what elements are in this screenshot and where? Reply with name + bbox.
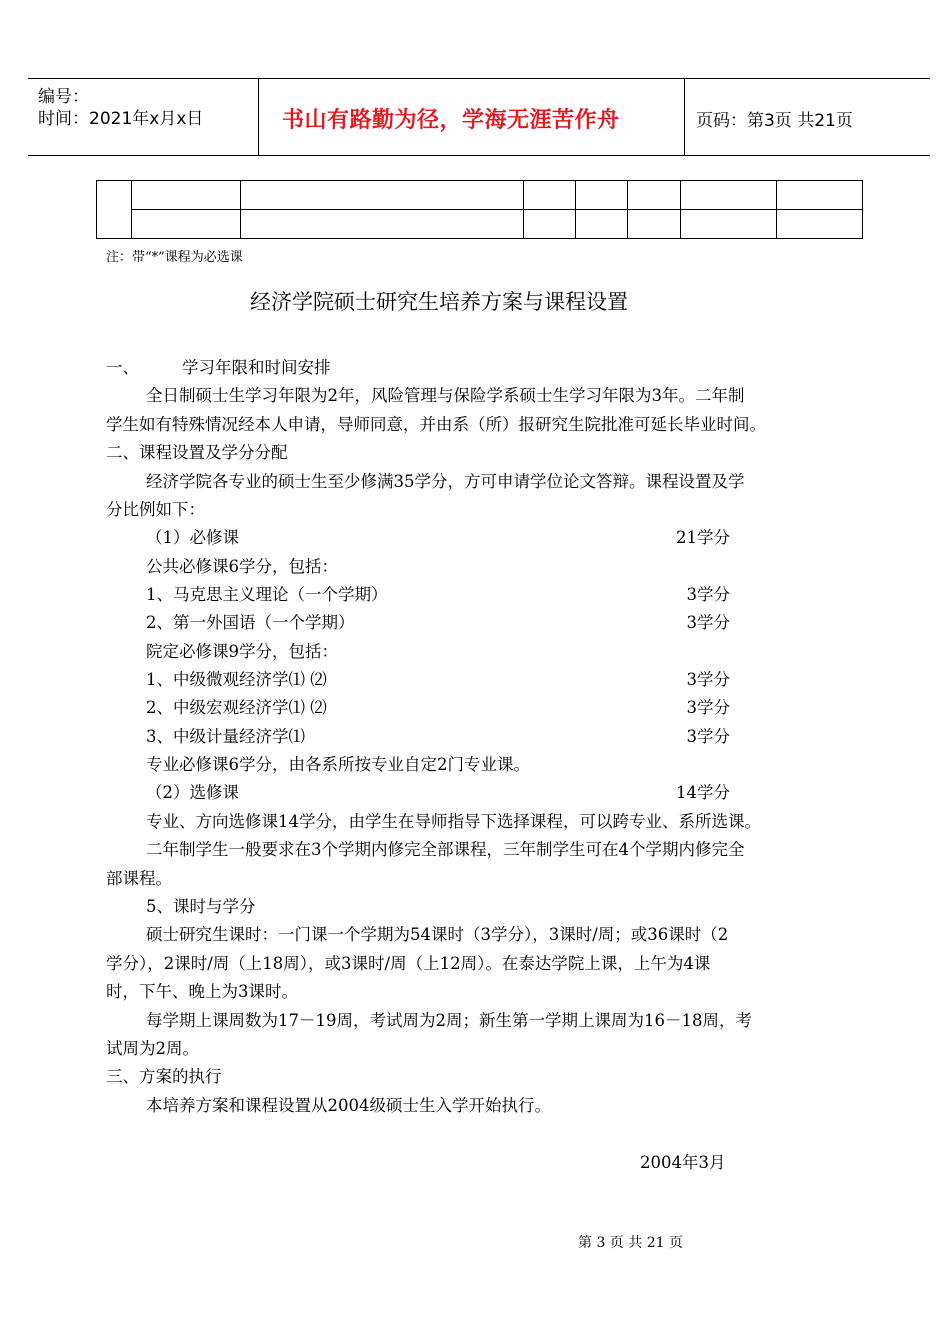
section-5-heading: 5、课时与学分 <box>146 897 256 916</box>
elective-courses-credit: 14学分 <box>676 783 730 802</box>
paragraph-line: 试周为2周。 <box>106 1039 199 1058</box>
paragraph-line: 分比例如下： <box>106 500 205 519</box>
required-courses-credit: 21学分 <box>676 528 730 547</box>
section-3-heading: 三、方案的执行 <box>106 1067 222 1086</box>
course-credit: 3学分 <box>686 670 730 689</box>
header-top-rule <box>28 78 930 79</box>
table-cell <box>132 181 241 210</box>
header-divider-right <box>684 78 685 155</box>
paragraph-line: 时，下午、晚上为3课时。 <box>106 982 298 1001</box>
course-credit: 3学分 <box>686 698 730 717</box>
paragraph-line: 本培养方案和课程设置从2004级硕士生入学开始执行。 <box>146 1096 551 1115</box>
table-cell <box>132 210 241 239</box>
table-cell <box>681 181 777 210</box>
table-cell <box>681 210 777 239</box>
table-cell <box>524 210 576 239</box>
course-item: 1、马克思主义理论（一个学期） <box>146 585 388 604</box>
header-bottom-rule <box>28 155 930 156</box>
paragraph-line: 全日制硕士生学习年限为2年，风险管理与保险学系硕士生学习年限为3年。二年制 <box>146 386 745 405</box>
section-2-heading: 二、课程设置及学分分配 <box>106 443 288 462</box>
paragraph-line: 二年制学生一般要求在3个学期内修完全部课程，三年制学生可在4个学期内修完全 <box>146 840 745 859</box>
time-label: 时间：2021年x月x日 <box>38 109 204 129</box>
table-row <box>97 210 863 239</box>
table-cell <box>241 181 524 210</box>
course-item: 3、中级计量经济学⑴ <box>146 727 305 746</box>
major-required-line: 专业必修课6学分，由各系所按专业自定2门专业课。 <box>146 755 530 774</box>
table-cell <box>628 210 681 239</box>
table-cell <box>97 181 132 239</box>
paragraph-line: 学生如有特殊情况经本人申请，导师同意，并由系（所）报研究生院批准可延长毕业时间。 <box>106 415 766 434</box>
course-item: 2、中级宏观经济学⑴ ⑵ <box>146 698 327 717</box>
school-required-line: 院定必修课9学分，包括： <box>146 642 338 661</box>
table-cell <box>777 181 863 210</box>
paragraph-line: 硕士研究生课时：一门课一个学期为54课时（3学分），3课时/周；或36课时（2 <box>146 925 729 944</box>
public-required-line: 公共必修课6学分，包括： <box>146 557 338 576</box>
paragraph-line: 部课程。 <box>106 869 172 888</box>
document-date: 2004年3月 <box>640 1153 726 1172</box>
table-cell <box>524 181 576 210</box>
paragraph-line: 学分），2课时/周（上18周），或3课时/周（上12周）。在泰达学院上课，上午为4课 <box>106 954 711 973</box>
elective-courses-label: （2）选修课 <box>146 783 239 802</box>
table-note: 注：带“*”课程为必选课 <box>106 250 243 265</box>
paragraph-line: 经济学院各专业的硕士生至少修满35学分，方可申请学位论文答辩。课程设置及学 <box>146 472 745 491</box>
table-cell <box>241 210 524 239</box>
page-footer: 第 3 页 共 21 页 <box>578 1235 683 1251</box>
serial-label: 编号： <box>38 87 89 107</box>
required-courses-label: （1）必修课 <box>146 528 239 547</box>
course-credit: 3学分 <box>686 613 730 632</box>
table-cell <box>628 181 681 210</box>
course-item: 1、中级微观经济学⑴ ⑵ <box>146 670 327 689</box>
header-divider-left <box>258 78 259 155</box>
residual-table <box>96 180 863 239</box>
course-credit: 3学分 <box>686 585 730 604</box>
course-credit: 3学分 <box>686 727 730 746</box>
header-motto: 书山有路勤为径，学海无涯苦作舟 <box>282 108 620 133</box>
table-cell <box>576 210 628 239</box>
course-item: 2、第一外国语（一个学期） <box>146 613 355 632</box>
section-1-heading: 学习年限和时间安排 <box>182 358 331 377</box>
paragraph-line: 专业、方向选修课14学分，由学生在导师指导下选择课程，可以跨专业、系所选课。 <box>146 812 761 831</box>
table-row <box>97 181 863 210</box>
page-title: 经济学院硕士研究生培养方案与课程设置 <box>250 290 628 314</box>
page-label: 页码：第3页 共21页 <box>696 111 853 131</box>
paragraph-line: 每学期上课周数为17－19周，考试周为2周；新生第一学期上课周为16－18周，考 <box>146 1011 752 1030</box>
table-cell <box>576 181 628 210</box>
table-cell <box>777 210 863 239</box>
section-1-number: 一、 <box>106 358 139 377</box>
